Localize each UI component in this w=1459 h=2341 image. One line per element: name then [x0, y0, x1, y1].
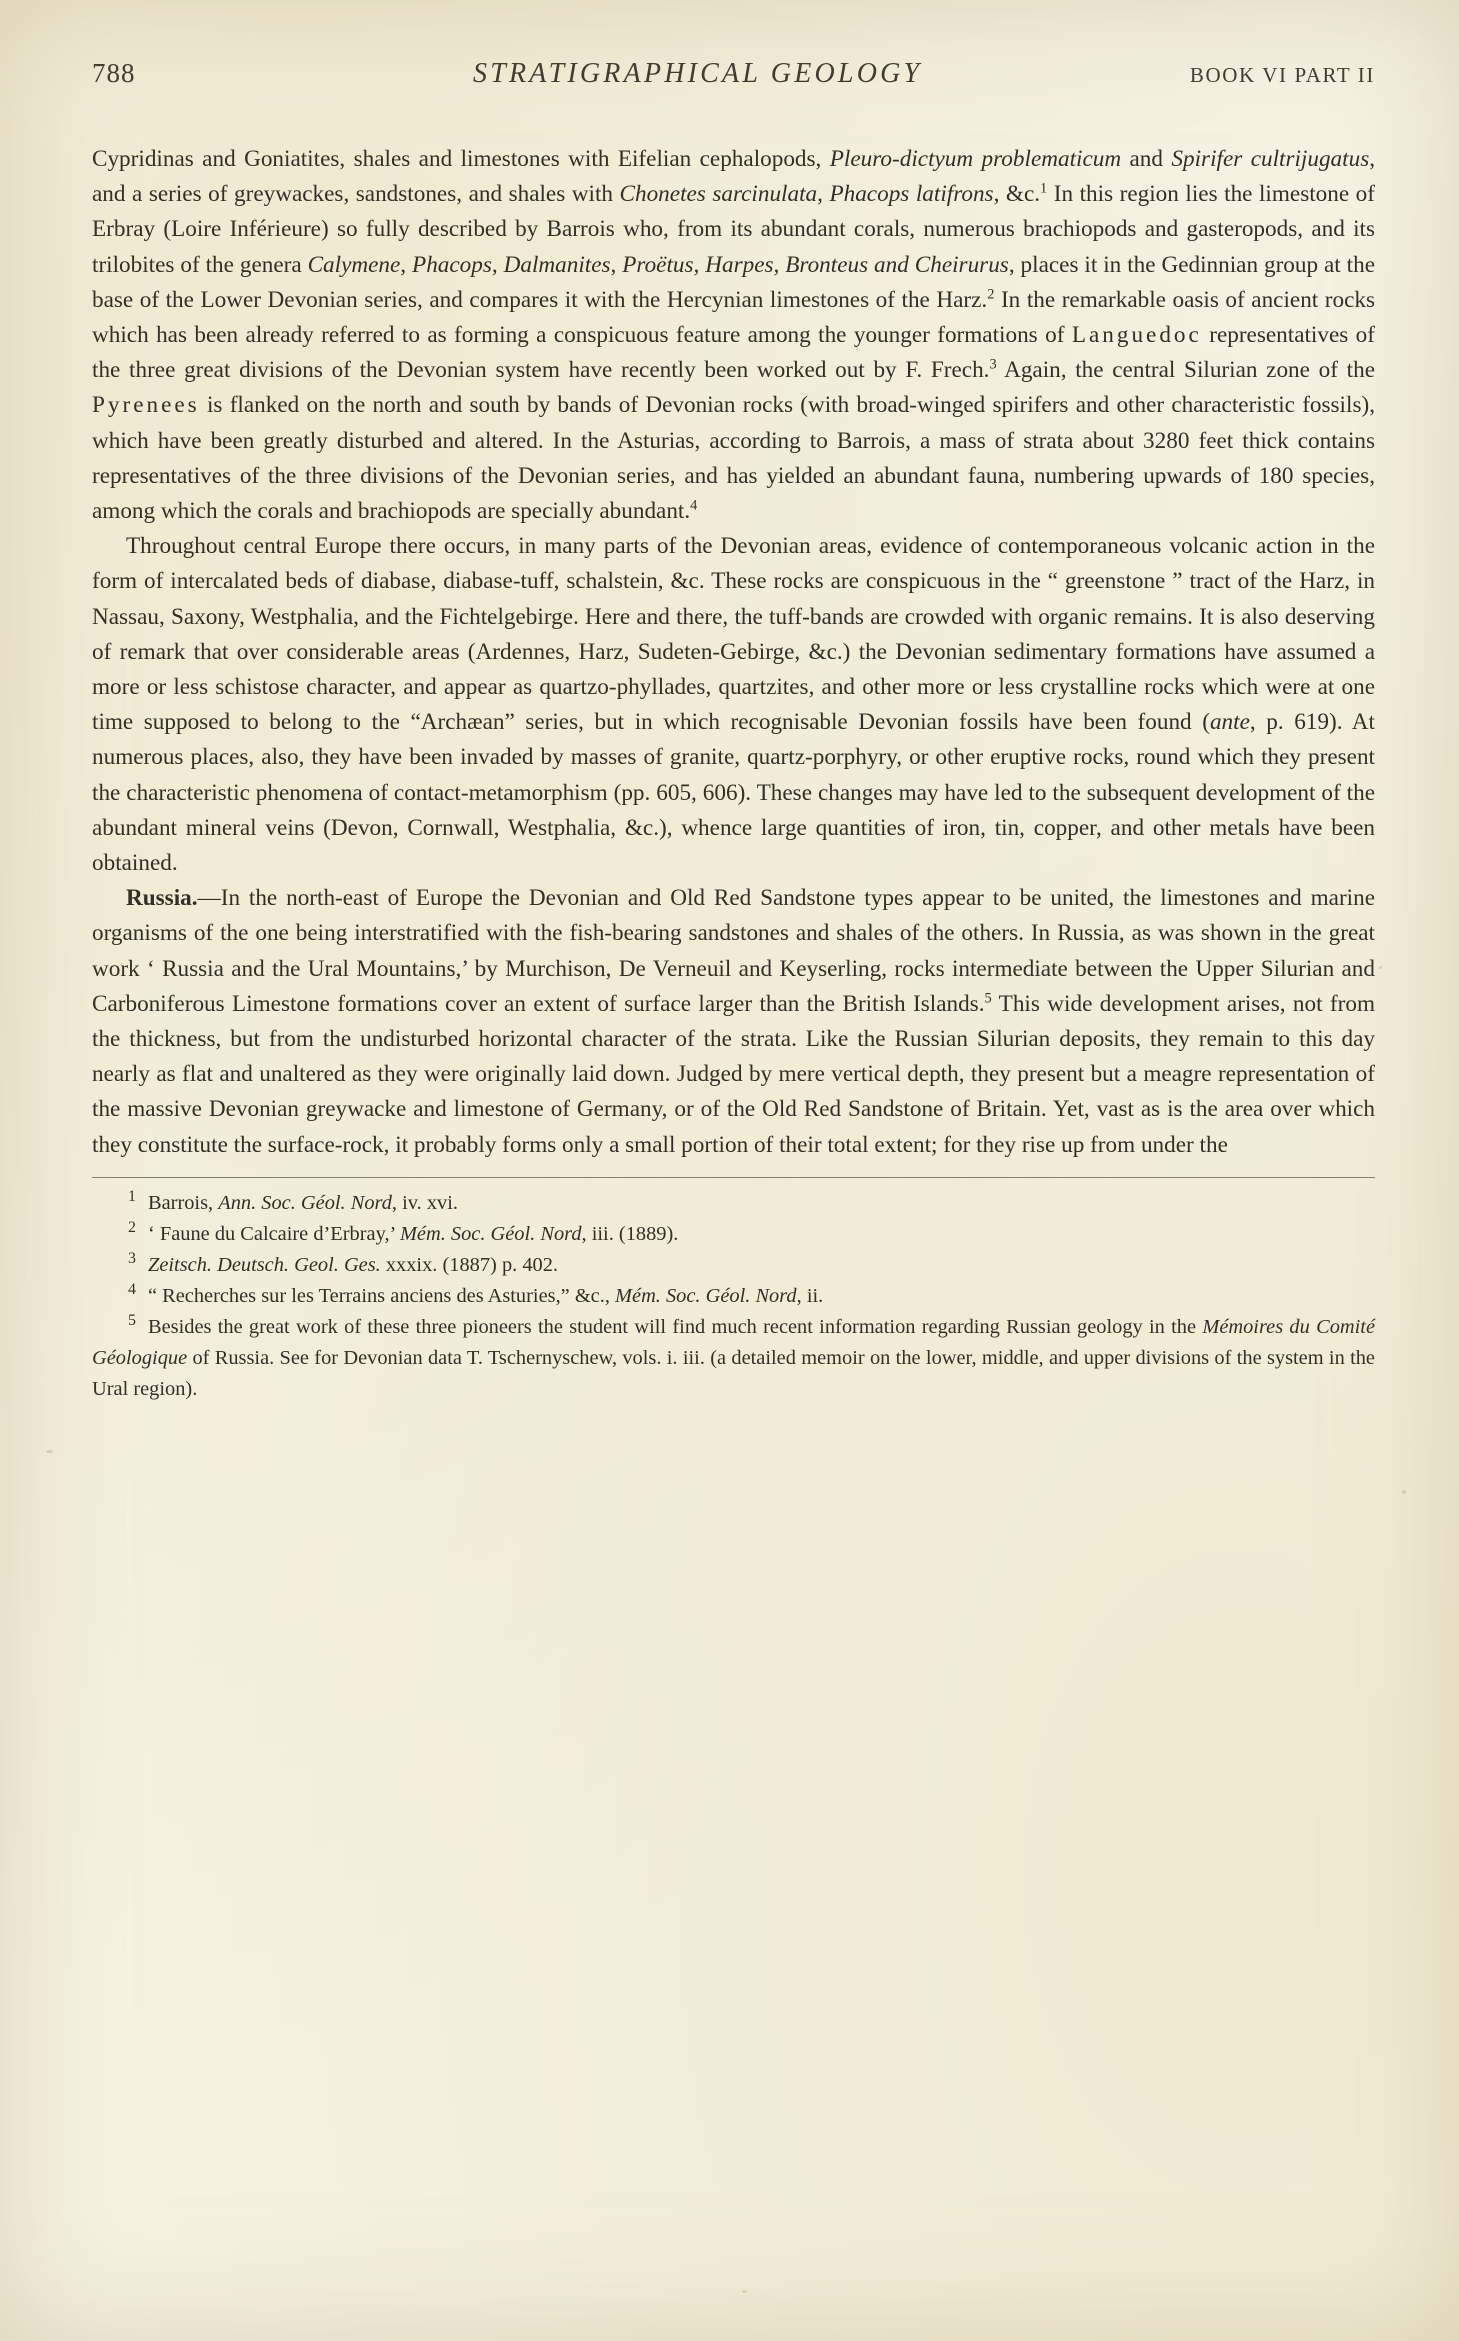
- footnote-3: 3 Zeitsch. Deutsch. Geol. Ges. xxxix. (1887) p. 402.: [128, 1250, 559, 1276]
- run-text: “ Recherches sur les Terrains anciens des Asturies,” &c.,: [148, 1284, 616, 1307]
- run-text: , iv. xvi.: [391, 1191, 459, 1214]
- run-text: In this region lies the limestone of Erbray (Loire Inférieure) so fully described by Barrois who, from its abundant corals, numerous brachiopods and gasteropods, and its trilobites of the genera: [92, 181, 1375, 278]
- run-text: , &c.: [993, 181, 1041, 208]
- run-text: Throughout central Europe there occurs, in many parts of the Devonian areas, evidence of contemporaneous volcanic action in the form of intercalated beds of diabase, diabase-tuff, schalstein, &c. These rocks are conspicuous in the “ greenstone ” tract of the Harz, in Nassau, Saxony, Westphalia, and the Fichtelgebirge. Here and there, the tuff-bands are crowded with organic remains. It is also deserving of remark that over considerable areas (Ardennes, Harz, Sudeten-Gebirge, &c.) the Devonian sedimentary formations have assumed a more or less schistose character, and appear as quartzo-phyllades, quartzites, and other more or less crystalline rocks which were at one time supposed to belong to the “Archæan” series, but in which recognisable Devonian fossils have been found (: [92, 533, 1375, 736]
- run-text: , iii. (1889).: [581, 1222, 679, 1245]
- run-text: representatives of the three great divisions of the Devonian system have recently been worked out by F. Frech.: [92, 322, 1375, 384]
- scan-speck: [1402, 1490, 1406, 1494]
- footnote-2: 2 ‘ Faune du Calcaire d’Erbray,’ Mém. Soc. Géol. Nord, iii. (1889).: [128, 1219, 679, 1245]
- section-heading-russia: Russia.: [126, 885, 198, 912]
- book-part-label: BOOK VI PART II: [1189, 63, 1375, 87]
- footnote-ref-2[interactable]: 2: [987, 286, 995, 303]
- scan-speck: [46, 1450, 53, 1453]
- scan-speck: [742, 2290, 747, 2293]
- paragraph-3: [92, 881, 1375, 1163]
- running-head: [92, 58, 1375, 98]
- footnote-1: 1 Barrois, Ann. Soc. Géol. Nord, iv. xvi.: [128, 1188, 459, 1214]
- run-text: , places it in the Gedinnian group at the base of the Lower Devonian series, and compares it with the Hercynian limestones of the Harz.: [92, 251, 1375, 313]
- page-content: [92, 58, 1375, 1405]
- footnote-ref-5[interactable]: 5: [984, 990, 992, 1007]
- taxon-name: Calymene, Phacops, Dalmanites, Proëtus, Harpes, Bronteus and Cheirurus: [307, 251, 1009, 278]
- run-text: , and a series of greywackes, sandstones, and shales with: [92, 146, 1376, 208]
- run-text: Cypridinas and Goniatites, shales and limestones with Eifelian cephalopods,: [92, 146, 830, 172]
- page-number: 788: [92, 58, 136, 88]
- paragraph-2: [92, 529, 1375, 881]
- run-text: This wide development arises, not from the thickness, but from the undisturbed horizontal character of the strata. Like the Russian Silurian deposits, they remain to this day nearly as flat and unaltered as they were originally laid down. Judged by mere vertical depth, they present but a meagre representation of the massive Devonian greywacke and limestone of Germany, or of the Old Red Sandstone of Britain. Yet, vast as is the area over which they constitute the surface-rock, it probably forms only a small portion of their total extent; for they rise up from under the: [92, 990, 1375, 1158]
- latin-term: ante: [1209, 709, 1250, 736]
- run-text: and: [1121, 146, 1172, 172]
- journal-title: Mém. Soc. Géol. Nord: [615, 1284, 797, 1307]
- footnote-4: 4 “ Recherches sur les Terrains anciens des Asturies,” &c., Mém. Soc. Géol. Nord, ii.: [128, 1281, 824, 1307]
- running-title: STRATIGRAPHICAL GEOLOGY: [473, 58, 923, 89]
- run-text: xxxix. (1887) p. 402.: [380, 1253, 559, 1276]
- footnote-5: 5 Besides the great work of these three pioneers the student will find much recent information regarding Russian geology in the Mémoires du Comité Géologique of Russia. See for Devonian data T. Tschernyschew, vols. i. iii. (a detailed memoir on the lower, middle, and upper divisions of the system in the Ural region).: [92, 1312, 1375, 1400]
- run-text: , ii.: [796, 1284, 824, 1307]
- footnote-divider: [92, 1177, 1375, 1178]
- footnote-ref-1[interactable]: 1: [1040, 180, 1048, 197]
- scan-speck: [1379, 966, 1382, 969]
- footnotes: [92, 1188, 1375, 1405]
- run-text: Again, the central Silurian zone of the: [996, 357, 1375, 384]
- taxon-name: Chonetes sarcinulata, Phacops latifrons: [619, 181, 994, 208]
- journal-title: Zeitsch. Deutsch. Geol. Ges.: [148, 1253, 381, 1276]
- run-text: Barrois,: [148, 1191, 219, 1214]
- taxon-name: Pleuro-dictyum problematicum: [829, 146, 1122, 172]
- place-name-languedoc: Languedoc: [1071, 322, 1202, 349]
- footnote-ref-3[interactable]: 3: [989, 356, 997, 373]
- run-text: , p. 619). At numerous places, also, they have been invaded by masses of granite, quartz-porphyry, or other eruptive rocks, round which they present the characteristic phenomena of contact-metamorphism (pp. 605, 606). These changes may have led to the subsequent development of the abundant mineral veins (Devon, Cornwall, Westphalia, &c.), whence large quantities of iron, tin, copper, and other metals have been obtained.: [92, 709, 1375, 877]
- taxon-name: Spirifer cultrijugatus: [1171, 146, 1370, 172]
- journal-title: Ann. Soc. Géol. Nord: [218, 1191, 392, 1214]
- run-text: In the remarkable oasis of ancient rocks which has been already referred to as forming a conspicuous feature among the younger formations of: [92, 286, 1376, 349]
- run-text: —In the north-east of Europe the Devonian and Old Red Sandstone types appear to be united, the limestones and marine organisms of the one being interstratified with the fish-bearing sandstones and shales of the others. In Russia, as was shown in the great work ‘ Russia and the Ural Mountains,’ by Murchison, De Verneuil and Keyserling, rocks intermediate between the Upper Silurian and Carboniferous Limestone formations cover an extent of surface larger than the British Islands.: [92, 885, 1375, 1017]
- footnote-ref-4[interactable]: 4: [690, 497, 698, 514]
- run-text: ‘ Faune du Calcaire d’Erbray,’: [148, 1222, 400, 1245]
- run-text: is flanked on the north and south by bands of Devonian rocks (with broad-winged spirifers and other characteristic fossils), which have been greatly disturbed and altered. In the Asturias, according to Barrois, a mass of strata about 3280 feet thick contains representatives of the three divisions of the Devonian series, and has yielded an abundant fauna, numbering upwards of 180 species, among which the corals and brachiopods are specially abundant.: [92, 392, 1375, 525]
- journal-title: Mém. Soc. Géol. Nord: [399, 1222, 582, 1245]
- paragraph-1: [92, 142, 1375, 529]
- journal-title: Mémoires du Comité Géologique: [92, 1315, 1375, 1369]
- place-name-pyrenees: Pyrenees: [92, 392, 200, 419]
- run-text: of Russia. See for Devonian data T. Tschernyschew, vols. i. iii. (a detailed memoir on the lower, middle, and upper divisions of the system in the Ural region).: [92, 1346, 1375, 1400]
- body-text: [92, 142, 1375, 1163]
- run-text: Besides the great work of these three pioneers the student will find much recent information regarding Russian geology in the: [148, 1315, 1203, 1338]
